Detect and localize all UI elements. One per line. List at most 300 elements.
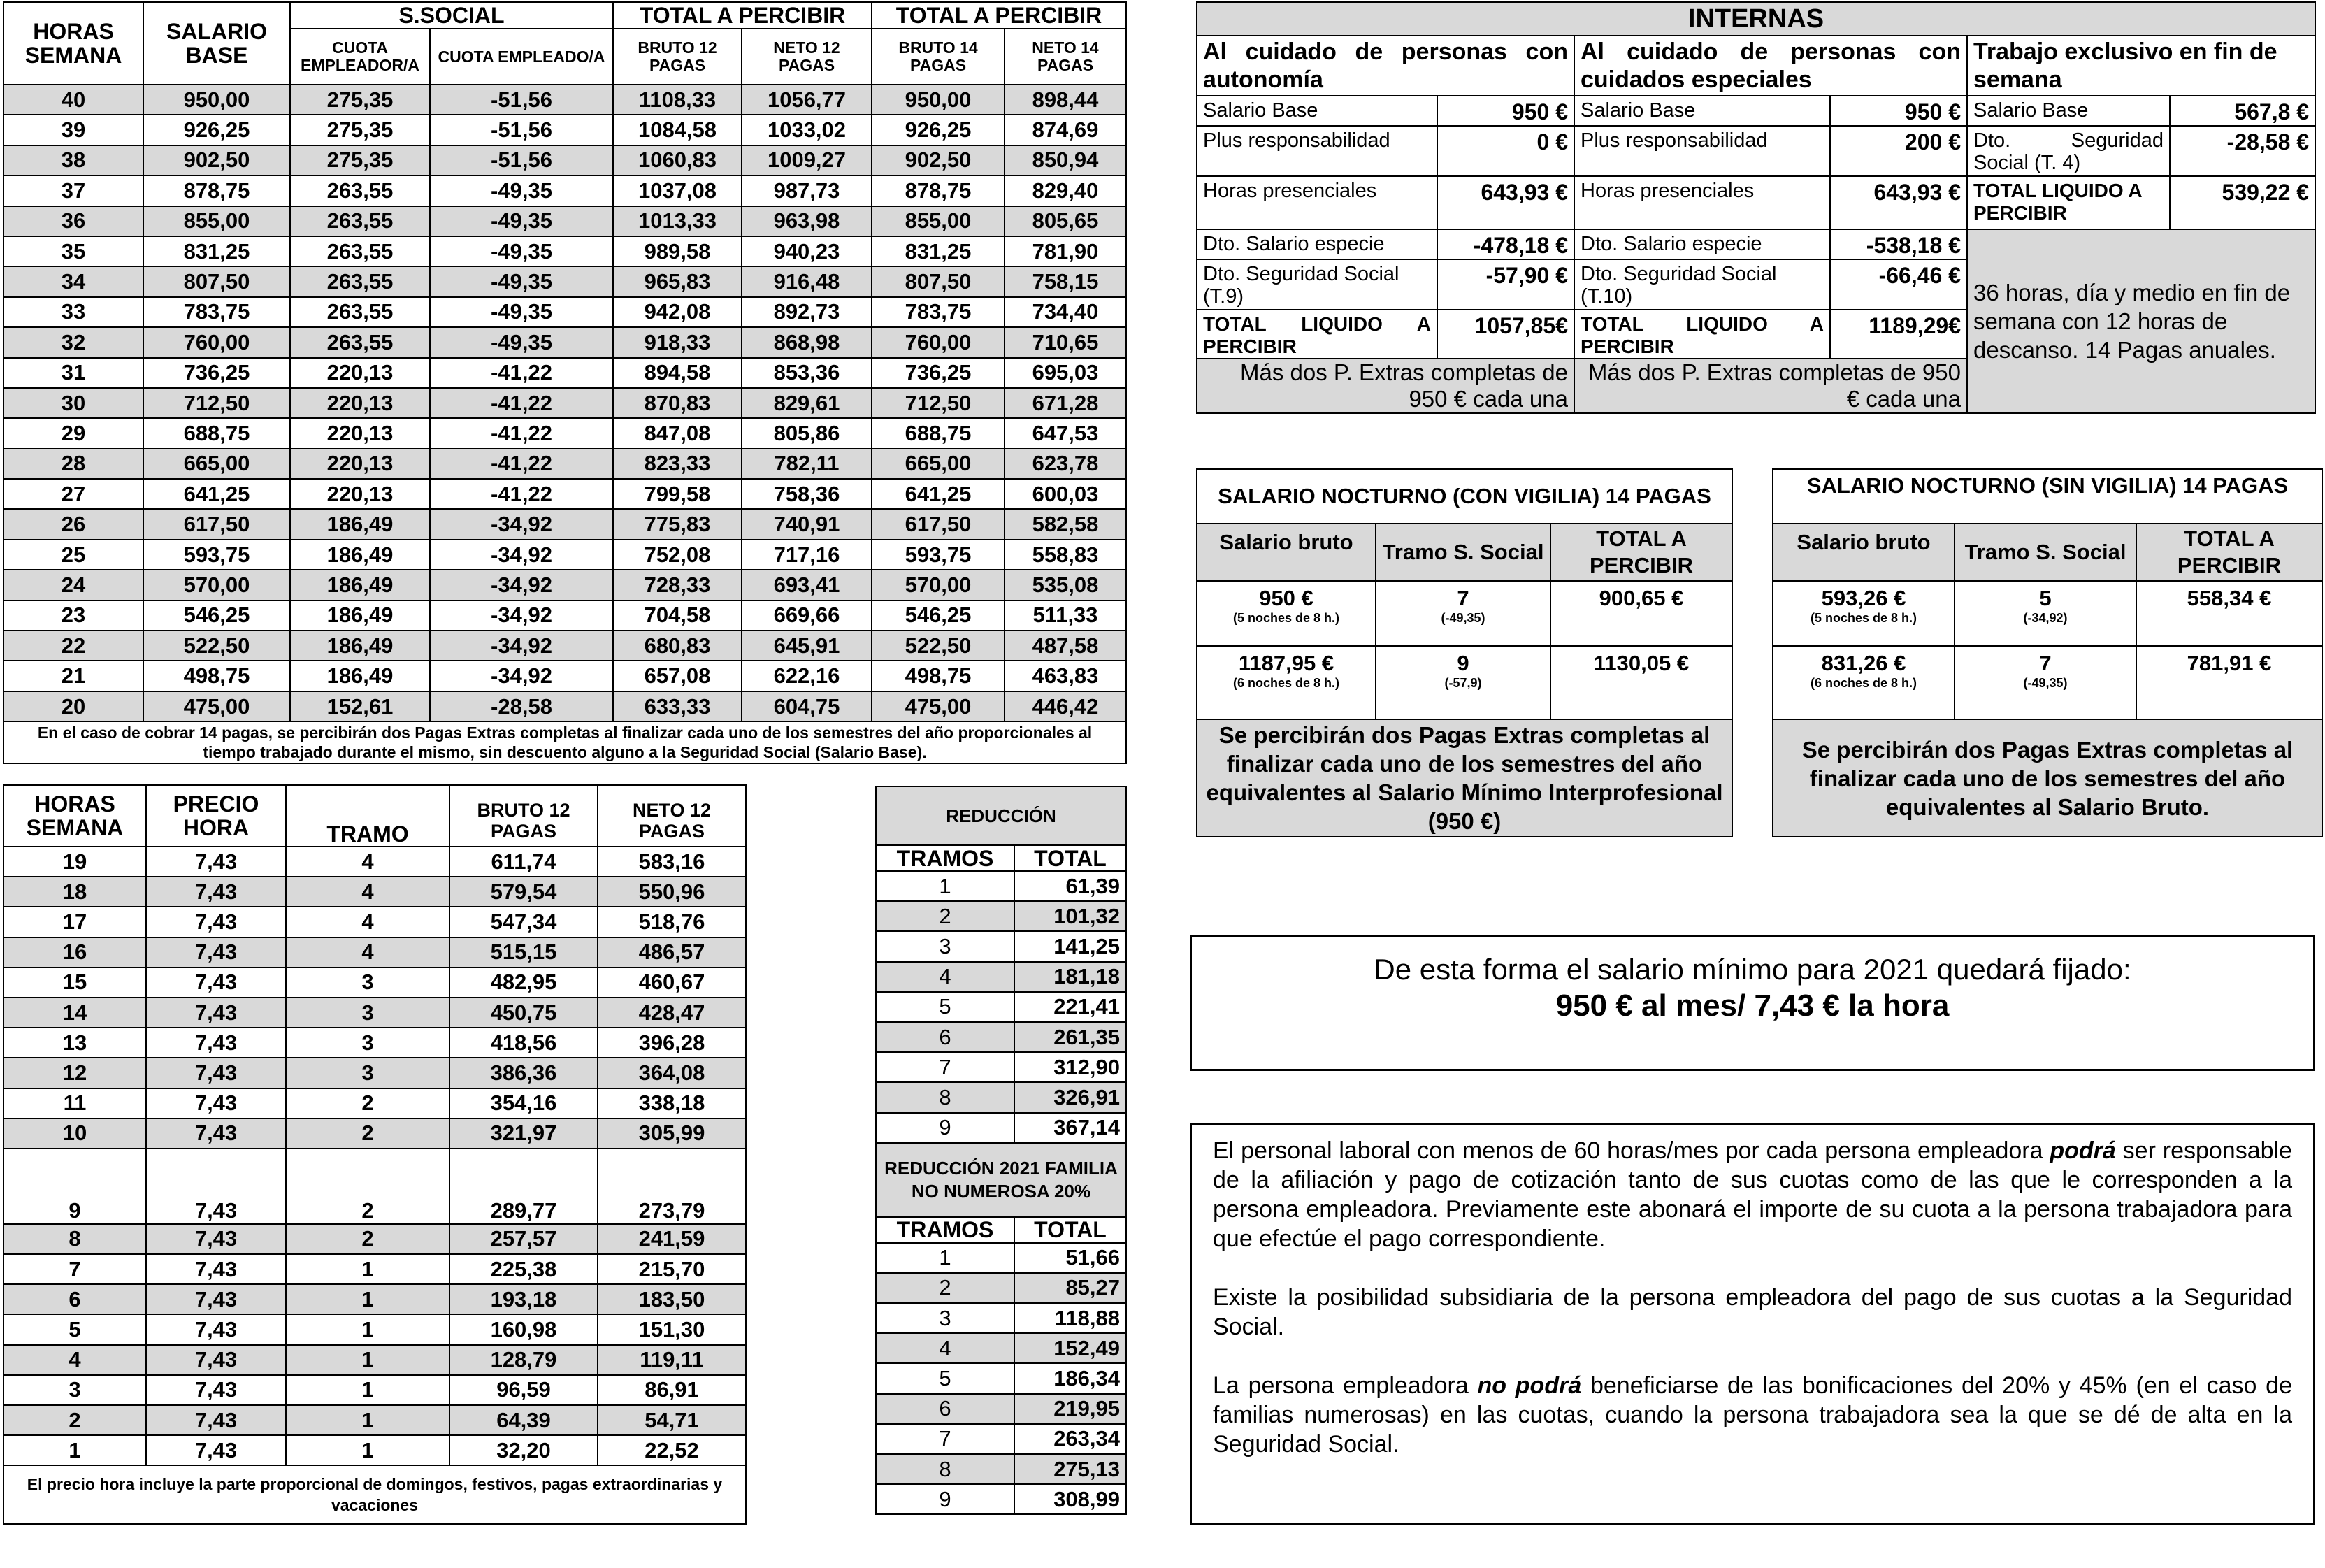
table-cell: 7,43 [146, 1028, 286, 1058]
total-cell: 308,99 [1014, 1484, 1126, 1514]
table-cell: 7,43 [146, 1405, 286, 1435]
table-cell: 475,00 [872, 691, 1005, 721]
total-cell: 51,66 [1014, 1243, 1126, 1273]
table-cell: 853,36 [742, 358, 872, 388]
table-cell: 760,00 [872, 327, 1005, 357]
table-row [3, 1405, 746, 1435]
table-cell: 593,75 [143, 540, 290, 570]
table-cell: 617,50 [872, 509, 1005, 539]
table-cell: 1 [286, 1314, 449, 1344]
table-cell: 96,59 [449, 1375, 598, 1405]
internas-c2-label: Dto. Seguridad Social (T.10) [1574, 259, 1830, 310]
total-cell: 118,88 [1014, 1303, 1126, 1333]
table-cell: 428,47 [598, 998, 746, 1028]
table-cell: 4 [286, 937, 449, 968]
internas-title: INTERNAS [1197, 2, 2315, 36]
noct1-row2-tramo: 9 (-57,9) [1376, 646, 1550, 719]
total-cell: 85,27 [1014, 1273, 1126, 1303]
total-cell: 312,90 [1014, 1052, 1126, 1082]
table-cell: 263,55 [290, 206, 430, 236]
table-cell: 18 [3, 877, 146, 907]
reduction-2021-title: REDUCCIÓN 2021 FAMILIA NO NUMEROSA 20% [876, 1143, 1126, 1217]
noct1-row1-tramo: 7 (-49,35) [1376, 581, 1550, 646]
table-cell: 1084,58 [613, 115, 742, 145]
table-cell: 1037,08 [613, 175, 742, 206]
table-cell: 3 [286, 1028, 449, 1058]
total-cell: 221,41 [1014, 992, 1126, 1022]
table-row [3, 1345, 746, 1375]
col-neto-12: NETO 12 PAGAS [598, 785, 746, 847]
table-cell: 186,49 [290, 570, 430, 600]
table-cell: 2 [286, 1119, 449, 1149]
table-cell: 604,75 [742, 691, 872, 721]
table-cell: 645,91 [742, 631, 872, 661]
internas-c1-value: 950 € [1437, 96, 1574, 126]
table-row [3, 631, 1126, 661]
table-cell: 12 [3, 1058, 146, 1088]
internas-c1-label: Plus responsabilidad [1197, 126, 1437, 176]
tramo-cell: 1 [876, 1243, 1014, 1273]
table-cell: 7,43 [146, 1345, 286, 1375]
table-cell: 894,58 [613, 358, 742, 388]
table-cell: 855,00 [143, 206, 290, 236]
table-cell: 1033,02 [742, 115, 872, 145]
table-cell: 902,50 [872, 145, 1005, 175]
col-horas-semana: HORAS SEMANA [3, 2, 143, 85]
table-cell: 622,16 [742, 661, 872, 691]
table-cell: -41,22 [430, 418, 613, 448]
table-row [876, 1243, 1126, 1273]
table-cell: 7,43 [146, 1058, 286, 1088]
smi-box [1190, 935, 2315, 1071]
table-cell: 220,13 [290, 449, 430, 479]
table-cell: 186,49 [290, 661, 430, 691]
table-row [3, 998, 746, 1028]
table-cell: -49,35 [430, 175, 613, 206]
table-cell: 446,42 [1005, 691, 1126, 721]
table-cell: 4 [286, 907, 449, 937]
col-tramo-ss: Tramo S. Social [1955, 524, 2136, 581]
table-cell: 758,36 [742, 479, 872, 509]
table-cell: 736,25 [872, 358, 1005, 388]
internas-c1-value: 1057,85€ [1437, 310, 1574, 359]
table-row [3, 358, 1126, 388]
table-cell: 600,03 [1005, 479, 1126, 509]
table-cell: 498,75 [143, 661, 290, 691]
table-cell: 7,43 [146, 1149, 286, 1224]
table-row [3, 327, 1126, 357]
table-row [876, 1424, 1126, 1454]
noct2-row2-tramo: 7 (-49,35) [1955, 646, 2136, 719]
table-cell: 623,78 [1005, 449, 1126, 479]
table-cell: 582,58 [1005, 509, 1126, 539]
table-cell: 19 [3, 847, 146, 877]
table-cell: 186,49 [290, 540, 430, 570]
table-cell: 758,15 [1005, 266, 1126, 296]
internas-c2-foot: Más dos P. Extras completas de 950 € cada una [1574, 359, 1967, 413]
table-cell: 7,43 [146, 968, 286, 998]
table-cell: 220,13 [290, 479, 430, 509]
table-cell: 717,16 [742, 540, 872, 570]
table-cell: 987,73 [742, 175, 872, 206]
table-row [3, 1224, 746, 1254]
table-cell: 487,58 [1005, 631, 1126, 661]
tramo-cell: 5 [876, 1363, 1014, 1393]
table-cell: 1013,33 [613, 206, 742, 236]
col-cuota-empleador: CUOTA EMPLEADOR/A [290, 29, 430, 85]
table-cell: 7,43 [146, 937, 286, 968]
noct1-foot: Se percibirán dos Pagas Extras completas al finalizar cada uno de los semestres del año equivalentes al Salario Mínimo Interprofesional (950 €) [1197, 719, 1732, 837]
table-cell: 4 [286, 877, 449, 907]
tramo-cell: 6 [876, 1394, 1014, 1424]
table-row [3, 1088, 746, 1119]
table-cell: -34,92 [430, 631, 613, 661]
table-cell: 579,54 [449, 877, 598, 907]
internas-c2-label: Dto. Salario especie [1574, 229, 1830, 259]
table-cell: 522,50 [143, 631, 290, 661]
internas-c2-value: -538,18 € [1830, 229, 1967, 259]
tramo-cell: 7 [876, 1424, 1014, 1454]
internas-c3-value: 567,8 € [2170, 96, 2315, 126]
table-cell: 2 [286, 1149, 449, 1224]
table-cell: 37 [3, 175, 143, 206]
table-cell: 511,33 [1005, 600, 1126, 631]
table-cell: 25 [3, 540, 143, 570]
nocturno2-title: SALARIO NOCTURNO (SIN VIGILIA) 14 PAGAS [1773, 469, 2322, 524]
tramo-cell: 3 [876, 931, 1014, 961]
table-cell: 241,59 [598, 1224, 746, 1254]
table-cell: 275,35 [290, 85, 430, 115]
table-cell: 918,33 [613, 327, 742, 357]
table-cell: -41,22 [430, 479, 613, 509]
table-cell: 27 [3, 479, 143, 509]
col-neto-14: NETO 14 PAGAS [1005, 29, 1126, 85]
table-cell: 916,48 [742, 266, 872, 296]
table-cell: 855,00 [872, 206, 1005, 236]
noct2-row2-total: 781,91 € [2136, 646, 2322, 719]
table-cell: 7,43 [146, 877, 286, 907]
table-cell: -41,22 [430, 449, 613, 479]
table-cell: 782,11 [742, 449, 872, 479]
table-cell: 950,00 [143, 85, 290, 115]
table-cell: 695,03 [1005, 358, 1126, 388]
tramo-cell: 1 [876, 871, 1014, 901]
table-row [876, 1273, 1126, 1303]
table-cell: 693,41 [742, 570, 872, 600]
table-cell: 275,35 [290, 115, 430, 145]
table-cell: 550,96 [598, 877, 746, 907]
total-cell: 141,25 [1014, 931, 1126, 961]
table-cell: 263,55 [290, 236, 430, 266]
total-cell: 261,35 [1014, 1022, 1126, 1052]
table-cell: 1 [286, 1375, 449, 1405]
internas-c1-label: Salario Base [1197, 96, 1437, 126]
internas-table [1196, 1, 2316, 414]
info-paragraph-2: Existe la posibilidad subsidiaria de la persona empleadora del pago de sus cuotas a la Seguridad Social. [1213, 1284, 2292, 1340]
table-cell: 710,65 [1005, 327, 1126, 357]
table-row [876, 1333, 1126, 1363]
table-cell: 16 [3, 937, 146, 968]
table-cell: 364,08 [598, 1058, 746, 1088]
table-cell: 546,25 [143, 600, 290, 631]
table-cell: 338,18 [598, 1088, 746, 1119]
table-row [3, 570, 1126, 600]
table-row [3, 691, 1126, 721]
table-row [1197, 126, 2315, 176]
table-cell: 570,00 [143, 570, 290, 600]
table-cell: 3 [286, 968, 449, 998]
t2-note: El precio hora incluye la parte proporcional de domingos, festivos, pagas extraordinarias y vacaciones [3, 1465, 746, 1524]
table-cell: 518,76 [598, 907, 746, 937]
table-cell: 7 [3, 1254, 146, 1284]
table-row [876, 871, 1126, 901]
table-cell: 14 [3, 998, 146, 1028]
table-row [876, 1303, 1126, 1333]
table-cell: 225,38 [449, 1254, 598, 1284]
col-total: TOTAL [1014, 845, 1126, 871]
table-cell: 2 [286, 1224, 449, 1254]
table-cell: 965,83 [613, 266, 742, 296]
table-cell: 752,08 [613, 540, 742, 570]
table-cell: 1 [286, 1284, 449, 1314]
table-cell: 186,49 [290, 631, 430, 661]
table-cell: 33 [3, 297, 143, 327]
col-group-total-14: TOTAL A PERCIBIR [872, 2, 1126, 29]
table-cell: 547,34 [449, 907, 598, 937]
internas-c2-value: 950 € [1830, 96, 1967, 126]
table-cell: 669,66 [742, 600, 872, 631]
nocturno1-title: SALARIO NOCTURNO (CON VIGILIA) 14 PAGAS [1197, 469, 1732, 524]
total-cell: 326,91 [1014, 1082, 1126, 1112]
col-precio-hora: PRECIO HORA [146, 785, 286, 847]
table-cell: 186,49 [290, 509, 430, 539]
table-row [1197, 176, 2315, 229]
total-cell: 101,32 [1014, 901, 1126, 931]
table-cell: 878,75 [143, 175, 290, 206]
table-cell: 963,98 [742, 206, 872, 236]
table-cell: 305,99 [598, 1119, 746, 1149]
info-paragraph-3: La persona empleadora no podrá beneficiarse de las bonificaciones del 20% y 45% (en el caso de familias numerosas) en las cuotas, cuando la persona trabajadora sea la que se dé de alta en la Seguridad Social. [1213, 1372, 2292, 1458]
table-cell: 7,43 [146, 1314, 286, 1344]
table-cell: 665,00 [872, 449, 1005, 479]
table-cell: 535,08 [1005, 570, 1126, 600]
table-cell: 870,83 [613, 388, 742, 418]
table-row [3, 1119, 746, 1149]
reduction-table [875, 786, 1127, 1515]
table-row [876, 1052, 1126, 1082]
table-cell: 29 [3, 418, 143, 448]
table-cell: -49,35 [430, 297, 613, 327]
table-row [3, 1254, 746, 1284]
table-cell: 7,43 [146, 1224, 286, 1254]
table-cell: -34,92 [430, 661, 613, 691]
table-cell: 633,33 [613, 691, 742, 721]
col-cuota-empleado: CUOTA EMPLEADO/A [430, 29, 613, 85]
table-cell: 522,50 [872, 631, 1005, 661]
table-cell: -34,92 [430, 509, 613, 539]
table-row [876, 901, 1126, 931]
table-cell: 829,40 [1005, 175, 1126, 206]
table-cell: 193,18 [449, 1284, 598, 1314]
internas-c2-value: -66,46 € [1830, 259, 1967, 310]
tramo-cell: 4 [876, 1333, 1014, 1363]
table-cell: -41,22 [430, 388, 613, 418]
smi-line2: 950 € al mes/ 7,43 € la hora [1555, 988, 1950, 1023]
table-cell: 7,43 [146, 1119, 286, 1149]
table-cell: 671,28 [1005, 388, 1126, 418]
col-neto-12: NETO 12 PAGAS [742, 29, 872, 85]
table-cell: 5 [3, 1314, 146, 1344]
table-cell: 152,61 [290, 691, 430, 721]
table-row [876, 1082, 1126, 1112]
table-cell: 781,90 [1005, 236, 1126, 266]
table-cell: 263,55 [290, 266, 430, 296]
internas-c3-value: 539,22 € [2170, 176, 2315, 229]
table-cell: 1 [286, 1405, 449, 1435]
table-cell: 799,58 [613, 479, 742, 509]
internas-c2-value: 200 € [1830, 126, 1967, 176]
table-cell: 2 [3, 1405, 146, 1435]
table-cell: 807,50 [143, 266, 290, 296]
table-cell: -41,22 [430, 358, 613, 388]
table-cell: 498,75 [872, 661, 1005, 691]
table-cell: 783,75 [143, 297, 290, 327]
table-cell: 28 [3, 449, 143, 479]
nocturno-sin-vigilia-table [1772, 468, 2323, 837]
table-cell: 680,83 [613, 631, 742, 661]
table-row [876, 931, 1126, 961]
table-cell: 482,95 [449, 968, 598, 998]
table-cell: 160,98 [449, 1314, 598, 1344]
table-cell: -51,56 [430, 115, 613, 145]
tramo-cell: 9 [876, 1484, 1014, 1514]
tramo-cell: 5 [876, 992, 1014, 1022]
table-cell: 486,57 [598, 937, 746, 968]
tramo-cell: 9 [876, 1113, 1014, 1143]
table-cell: 878,75 [872, 175, 1005, 206]
table-cell: 831,25 [872, 236, 1005, 266]
table-cell: 760,00 [143, 327, 290, 357]
table-cell: -28,58 [430, 691, 613, 721]
table-cell: 418,56 [449, 1028, 598, 1058]
internas-c2-value: 643,93 € [1830, 176, 1967, 229]
table-row [3, 115, 1126, 145]
table-cell: 829,61 [742, 388, 872, 418]
table-cell: 21 [3, 661, 143, 691]
table-cell: 3 [286, 1058, 449, 1088]
table-cell: 31 [3, 358, 143, 388]
table-cell: 460,67 [598, 968, 746, 998]
col-salario-bruto: Salario bruto [1197, 524, 1376, 581]
table-cell: 475,00 [143, 691, 290, 721]
table-cell: 263,55 [290, 297, 430, 327]
table-row [3, 449, 1126, 479]
table-cell: 321,97 [449, 1119, 598, 1149]
table-cell: 38 [3, 145, 143, 175]
table-cell: 617,50 [143, 509, 290, 539]
table-cell: 712,50 [872, 388, 1005, 418]
tramo-cell: 8 [876, 1082, 1014, 1112]
table-cell: 39 [3, 115, 143, 145]
table-cell: 892,73 [742, 297, 872, 327]
table-cell: 450,75 [449, 998, 598, 1028]
table-cell: 950,00 [872, 85, 1005, 115]
table-cell: 688,75 [143, 418, 290, 448]
table-cell: -49,35 [430, 327, 613, 357]
table-row [3, 540, 1126, 570]
table-cell: 583,16 [598, 847, 746, 877]
internas-c2-label: Salario Base [1574, 96, 1830, 126]
total-cell: 181,18 [1014, 962, 1126, 992]
col-tramos: TRAMOS [876, 845, 1014, 871]
table-row [3, 600, 1126, 631]
table-cell: 665,00 [143, 449, 290, 479]
table-row [3, 937, 746, 968]
table-cell: -49,35 [430, 236, 613, 266]
table-cell: 8 [3, 1224, 146, 1254]
table-cell: 220,13 [290, 388, 430, 418]
table-row [3, 661, 1126, 691]
table-row [3, 175, 1126, 206]
info-box [1190, 1123, 2315, 1525]
table-cell: 611,74 [449, 847, 598, 877]
table-cell: 7,43 [146, 1254, 286, 1284]
table-row [876, 1363, 1126, 1393]
table-row [3, 907, 746, 937]
table-cell: 54,71 [598, 1405, 746, 1435]
internas-col2-head: Al cuidado de personas con cuidados especiales [1574, 36, 1967, 96]
col-bruto-12: BRUTO 12 PAGAS [449, 785, 598, 847]
table-cell: 275,35 [290, 145, 430, 175]
internas-c1-value: -478,18 € [1437, 229, 1574, 259]
table-row [3, 85, 1126, 115]
table-cell: 1108,33 [613, 85, 742, 115]
table-row [3, 1314, 746, 1344]
table-row [876, 1022, 1126, 1052]
total-cell: 367,14 [1014, 1113, 1126, 1143]
reduction-title: REDUCCIÓN [876, 786, 1126, 845]
table-cell: -49,35 [430, 266, 613, 296]
table-cell: 183,50 [598, 1284, 746, 1314]
info-paragraph-1: El personal laboral con menos de 60 horas/mes por cada persona empleadora podrá ser responsable de la afiliación y pago de cotización tanto de sus cuotas como de las que le corresponden a la persona empleadora. Previamente este abonará el importe de su cuota a la persona trabajadora para que efectúe el pago correspondiente. [1213, 1137, 2292, 1252]
table-row [3, 266, 1126, 296]
table-cell: 942,08 [613, 297, 742, 327]
col-total-percibir: TOTAL A PERCIBIR [2136, 524, 2322, 581]
smi-line1: De esta forma el salario mínimo para 2021 quedará fijado: [1374, 953, 2131, 986]
table-cell: 734,40 [1005, 297, 1126, 327]
col-salario-bruto: Salario bruto [1773, 524, 1955, 581]
table-cell: 805,86 [742, 418, 872, 448]
table-cell: 688,75 [872, 418, 1005, 448]
tramo-cell: 8 [876, 1454, 1014, 1484]
table-cell: 775,83 [613, 509, 742, 539]
table-cell: 546,25 [872, 600, 1005, 631]
table-cell: 783,75 [872, 297, 1005, 327]
table-cell: 7,43 [146, 847, 286, 877]
table-row [3, 1375, 746, 1405]
table-cell: 831,25 [143, 236, 290, 266]
table-row [876, 1394, 1126, 1424]
tramo-cell: 4 [876, 962, 1014, 992]
table-cell: 289,77 [449, 1149, 598, 1224]
table-row [876, 962, 1126, 992]
table-row [1197, 229, 2315, 259]
table-cell: 15 [3, 968, 146, 998]
col-total: TOTAL [1014, 1217, 1126, 1243]
table-cell: 463,83 [1005, 661, 1126, 691]
noct1-row2-salario: 1187,95 € (6 noches de 8 h.) [1197, 646, 1376, 719]
internas-c3-note: 36 horas, día y medio en fin de semana con 12 horas de descanso. 14 Pagas anuales. [1967, 229, 2315, 413]
